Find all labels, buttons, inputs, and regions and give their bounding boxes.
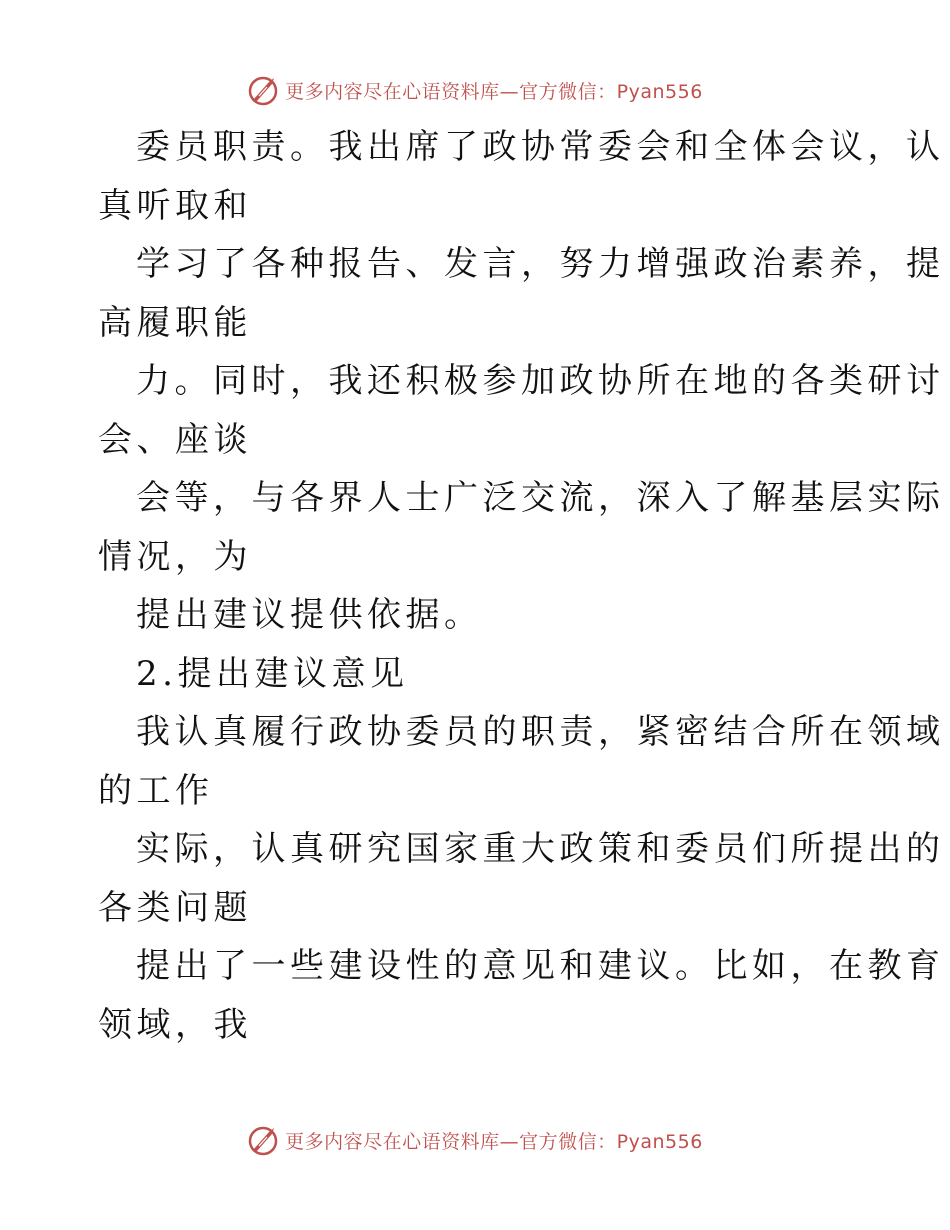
text-line: 委员职责。我出席了政协常委会和全体会议，认 [136, 127, 945, 167]
text-line: 实际，认真研究国家重大政策和委员们所提出的 [136, 829, 945, 869]
text-line: 各类问题 [98, 887, 252, 928]
text-line: 提出建议提供依据。 [136, 595, 483, 635]
page-footer-watermark [0, 1120, 950, 1160]
text-line: 高履职能 [98, 302, 252, 343]
document-body [98, 118, 945, 1054]
text-line: 的工作 [98, 770, 214, 811]
page-header-watermark [0, 70, 950, 110]
text-line: 真听取和 [98, 185, 252, 226]
quill-pen-seal-icon [247, 1124, 279, 1156]
text-line: 领域，我 [98, 1004, 252, 1045]
text-line: 会、座谈 [98, 419, 252, 460]
text-line: 会等，与各界人士广泛交流，深入了解基层实际 [136, 478, 945, 518]
quill-pen-seal-icon [247, 74, 279, 106]
text-line: 我认真履行政协委员的职责，紧密结合所在领域 [136, 712, 945, 752]
text-line: 力。同时，我还积极参加政协所在地的各类研讨 [136, 361, 945, 401]
text-line: 2.提出建议意见 [136, 653, 409, 694]
text-line: 提出了一些建设性的意见和建议。比如，在教育 [136, 946, 945, 986]
text-line: 学习了各种报告、发言，努力增强政治素养，提 [136, 244, 945, 284]
watermark-text: 更多内容尽在心语资料库—官方微信：Pyan556 [285, 1130, 703, 1153]
text-line: 情况，为 [98, 536, 252, 577]
watermark-text: 更多内容尽在心语资料库—官方微信：Pyan556 [285, 80, 703, 103]
